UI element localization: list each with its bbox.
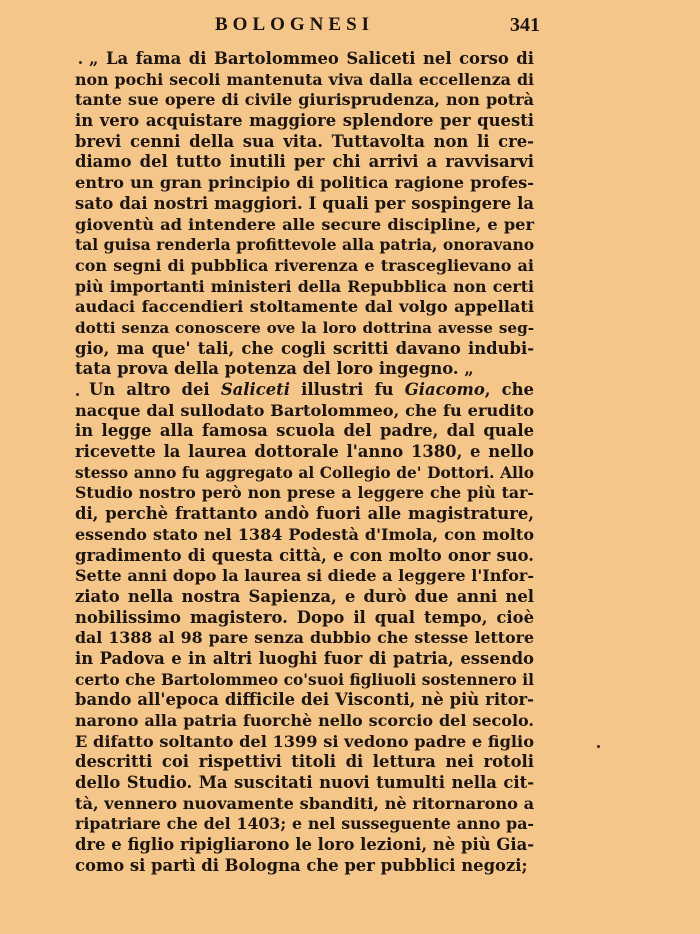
text-line: in legge alla famosa scuola del padre, dal quale xyxy=(75,421,534,441)
print-speck xyxy=(79,61,82,64)
text-line: dre e figlio ripigliarono le loro lezioni, nè più Gia- xyxy=(75,835,534,855)
text-line: bando all'epoca difficile dei Visconti, nè più ritor- xyxy=(75,690,534,710)
text-line: più importanti ministeri della Repubblica non certi xyxy=(75,276,534,296)
text-line: tante sue opere di civile giurisprudenza, non potrà xyxy=(75,90,534,110)
text-line: entro un gran principio di politica ragione profes- xyxy=(75,173,534,193)
text-line: gioventù ad intendere alle secure discipline, e per xyxy=(75,214,534,234)
text-line: in vero acquistare maggiore splendore per questi xyxy=(75,111,534,131)
text-line: con segni di pubblica riverenza e trasceglievano ai xyxy=(75,255,534,275)
text-line: nobilissimo magistero. Dopo il qual tempo, cioè xyxy=(75,607,534,627)
text-line: audaci faccendieri stoltamente dal volgo appellati xyxy=(75,297,534,317)
text-line: descritti coi rispettivi titoli di lettura nei rotoli xyxy=(75,752,534,772)
text-line: narono alla patria fuorchè nello scorcio del secolo. xyxy=(75,711,534,730)
text-line: ripatriare che del 1403; e nel susseguente anno pa- xyxy=(75,814,534,834)
text-line: essendo stato nel 1384 Podestà d'Imola, con molto xyxy=(75,524,534,544)
text-line: dal 1388 al 98 pare senza dubbio che stesse lettore xyxy=(75,628,534,648)
body-text xyxy=(75,49,534,877)
text-line: Sette anni dopo la laurea si diede a leggere l'Infor- xyxy=(75,566,534,586)
page-number: 341 xyxy=(510,14,540,36)
text-line: stesso anno fu aggregato al Collegio de' Dottori. Allo xyxy=(75,463,534,482)
text-line: ricevette la laurea dottorale l'anno 1380, e nello xyxy=(75,442,534,462)
text-line: in Padova e in altri luoghi fuor di patria, essendo xyxy=(75,648,534,668)
text-line: certo che Bartolommeo co'suoi figliuoli sostennero il xyxy=(75,670,534,689)
text-line: ziato nella nostra Sapienza, e durò due anni nel xyxy=(75,586,534,606)
text-line: Un altro dei Saliceti illustri fu Giacomo, che xyxy=(89,380,534,399)
text-line: diamo del tutto inutili per chi arrivi a ravvisarvi xyxy=(75,152,534,172)
text-line: Studio nostro però non prese a leggere che più tar- xyxy=(75,483,534,503)
text-line: dello Studio. Ma suscitati nuovi tumulti nella cit- xyxy=(75,773,534,793)
text-line: como si partì di Bologna che per pubblici negozi; xyxy=(75,855,528,875)
text-line: tata prova della potenza del loro ingegno. „ xyxy=(75,359,474,379)
print-speck xyxy=(597,745,600,748)
text-line: di, perchè frattanto andò fuori alle magistrature, xyxy=(75,504,534,524)
text-line: gio, ma que' tali, che cogli scritti davano indubi- xyxy=(75,338,534,358)
text-line: brevi cenni della sua vita. Tuttavolta non li cre- xyxy=(75,131,534,151)
text-line: dotti senza conoscere ove la loro dottrina avesse seg- xyxy=(75,318,534,337)
text-line: tà, vennero nuovamente sbanditi, nè ritornarono a xyxy=(75,793,535,813)
text-line: nacque dal sullodato Bartolommeo, che fu erudito xyxy=(75,400,534,420)
text-line: „ La fama di Bartolommeo Saliceti nel corso di xyxy=(89,49,534,68)
running-head xyxy=(75,10,540,40)
running-title: BOLOGNESI xyxy=(215,14,375,35)
text-line: gradimento di questa città, e con molto onor suo. xyxy=(75,545,534,565)
print-speck xyxy=(76,393,79,396)
text-line: tal guisa renderla profittevole alla patria, onoravano xyxy=(75,235,535,255)
text-line: E difatto soltanto del 1399 si vedono padre e figlio xyxy=(75,731,534,751)
text-line: non pochi secoli mantenuta viva dalla eccellenza di xyxy=(75,69,534,89)
text-line: sato dai nostri maggiori. I quali per sospingere la xyxy=(75,193,534,213)
